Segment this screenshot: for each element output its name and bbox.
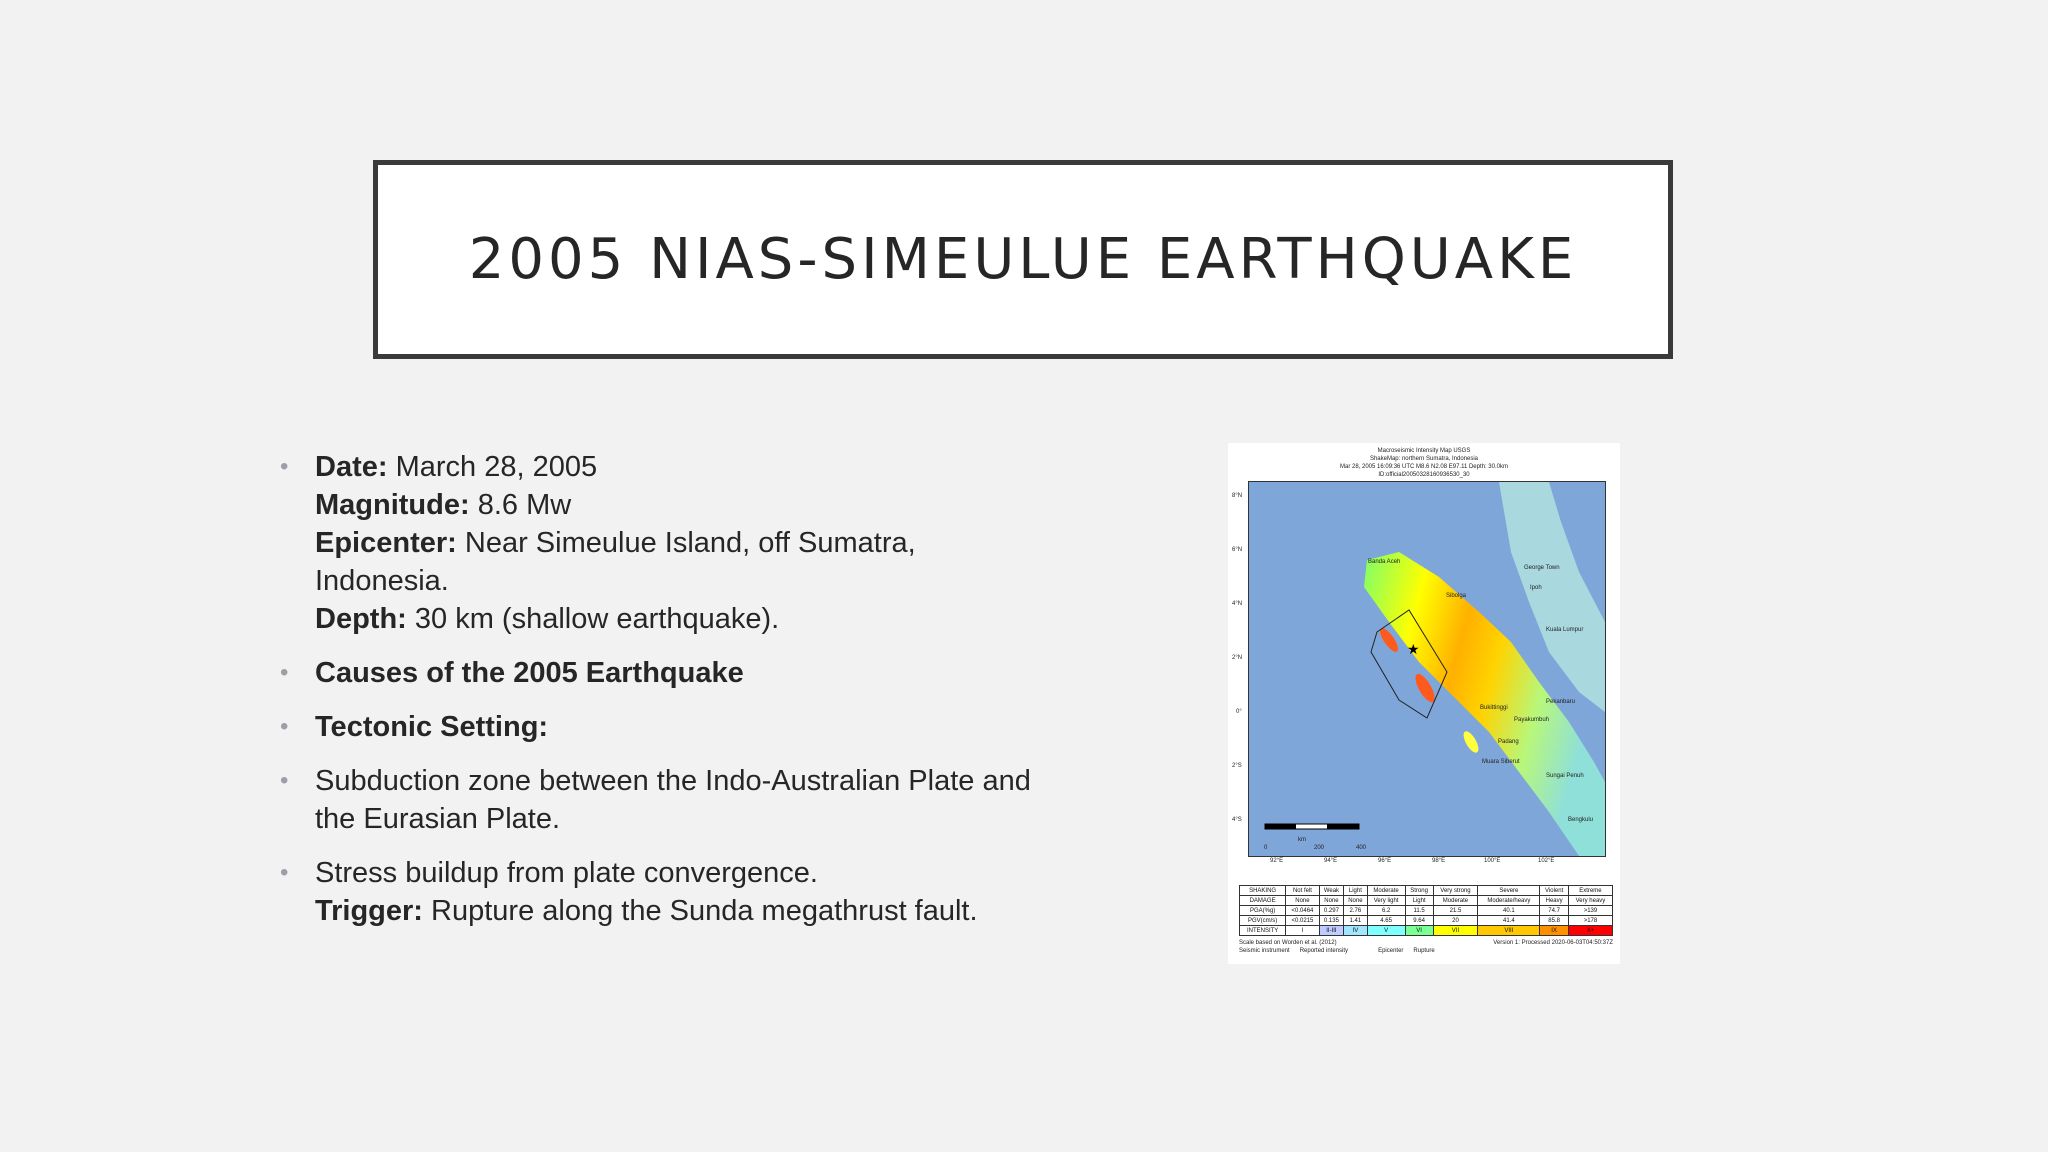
table-cell: >139 <box>1568 906 1612 916</box>
shaking-row <box>1240 886 1613 896</box>
intensity-cell: I <box>1286 926 1319 936</box>
slide-title: 2005 NIAS-SIMEULUE EARTHQUAKE <box>468 227 1578 292</box>
lon-label: 98°E <box>1432 858 1446 864</box>
table-cell: 9.64 <box>1405 916 1433 926</box>
table-cell: DAMAGE <box>1240 896 1286 906</box>
table-cell: Moderate <box>1367 886 1405 896</box>
intensity-cell: INTENSITY <box>1240 926 1286 936</box>
date-value: March 28, 2005 <box>387 451 598 483</box>
place-label: Banda Aceh <box>1368 559 1401 565</box>
bullet-stress <box>278 854 1038 930</box>
lon-label: 102°E <box>1538 858 1555 864</box>
map-header-line2: ShakeMap: northern Sumatra, Indonesia <box>1369 456 1479 462</box>
epicenter-value: Near Simeulue Island, off Sumatra, Indonesia. <box>315 527 916 597</box>
legend-seismic-instrument: Seismic instrument <box>1239 948 1290 954</box>
table-cell: Light <box>1405 896 1433 906</box>
lat-label: 4°S <box>1232 817 1242 823</box>
table-cell: Not felt <box>1286 886 1319 896</box>
subduction-text: Subduction zone between the Indo-Australian Plate and the Eurasian Plate. <box>315 765 1031 835</box>
lat-label: 0° <box>1236 709 1242 715</box>
table-cell: 1.41 <box>1344 916 1367 926</box>
table-cell: Heavy <box>1540 896 1569 906</box>
table-cell: 2.76 <box>1344 906 1367 916</box>
version-note: Version 1: Processed 2020-06-03T04:50:37Z <box>1493 940 1613 946</box>
scale-label: 0 <box>1264 845 1268 851</box>
stress-text: Stress buildup from plate convergence. <box>315 857 818 889</box>
bullet-dot-icon: • <box>280 453 289 480</box>
table-cell: Extreme <box>1568 886 1612 896</box>
pgv-row <box>1240 916 1613 926</box>
intensity-scale-table <box>1239 885 1613 936</box>
place-label: Ipoh <box>1530 585 1542 591</box>
intensity-map-image <box>1228 443 1620 964</box>
lat-label: 4°N <box>1232 601 1243 607</box>
date-label: Date: <box>315 451 388 483</box>
scale-basis-note: Scale based on Worden et al. (2012) <box>1239 940 1337 946</box>
lat-label: 2°N <box>1232 655 1243 661</box>
lat-label: 2°S <box>1232 763 1242 769</box>
scale-unit: km <box>1298 837 1306 843</box>
scale-label: 400 <box>1356 845 1367 851</box>
scale-bar-segment <box>1265 824 1296 829</box>
place-label: Bukittinggi <box>1480 705 1508 711</box>
trigger-label: Trigger: <box>315 895 423 927</box>
trigger-value: Rupture along the Sunda megathrust fault. <box>422 895 978 927</box>
place-label: Sibolga <box>1446 593 1467 599</box>
table-cell: Moderate <box>1433 896 1478 906</box>
tectonic-heading: Tectonic Setting: <box>315 711 549 743</box>
epicenter-label: Epicenter: <box>315 527 457 559</box>
table-cell: None <box>1286 896 1319 906</box>
bullet-tectonic <box>278 708 1038 746</box>
map-area <box>1248 481 1606 857</box>
intensity-row <box>1240 926 1613 936</box>
place-label: Muara Siberut <box>1482 759 1520 765</box>
table-cell: PGA(%g) <box>1240 906 1286 916</box>
intensity-cell: IV <box>1344 926 1367 936</box>
table-cell: 74.7 <box>1540 906 1569 916</box>
table-cell: Strong <box>1405 886 1433 896</box>
lat-label: 8°N <box>1232 493 1243 499</box>
table-cell: 11.5 <box>1405 906 1433 916</box>
map-notes <box>1239 939 1613 955</box>
table-cell: 4.65 <box>1367 916 1405 926</box>
lon-label: 94°E <box>1324 858 1338 864</box>
damage-row <box>1240 896 1613 906</box>
bullet-facts <box>278 448 1038 638</box>
scale-label: 200 <box>1314 845 1325 851</box>
intensity-cell: II-III <box>1319 926 1344 936</box>
place-label: Bengkulu <box>1568 817 1594 823</box>
map-header-line3: Mar 28, 2005 16:09:36 UTC M8.6 N2.08 E97.11 Depth: 30.0km <box>1340 464 1508 470</box>
place-label: Payakumbuh <box>1514 717 1550 723</box>
map-svg <box>1249 482 1605 856</box>
table-cell: Light <box>1344 886 1367 896</box>
magnitude-value: 8.6 Mw <box>469 489 572 521</box>
table-cell: 21.5 <box>1433 906 1478 916</box>
place-label: Padang <box>1498 739 1519 745</box>
bullet-list <box>278 448 1038 946</box>
depth-value: 30 km (shallow earthquake). <box>406 603 780 635</box>
epicenter-star-icon: ★ <box>1407 641 1420 657</box>
table-cell: SHAKING <box>1240 886 1286 896</box>
map-header <box>1228 447 1620 479</box>
table-cell: 0.135 <box>1319 916 1344 926</box>
magnitude-label: Magnitude: <box>315 489 470 521</box>
bullet-dot-icon: • <box>280 713 289 740</box>
intensity-cell: IX <box>1540 926 1569 936</box>
place-label: Sungai Penuh <box>1546 773 1584 779</box>
depth-label: Depth: <box>315 603 407 635</box>
table-cell: Very strong <box>1433 886 1478 896</box>
place-label: Kuala Lumpur <box>1546 627 1584 633</box>
table-cell: 0.297 <box>1319 906 1344 916</box>
lat-label: 6°N <box>1232 547 1243 553</box>
legend-epicenter: Epicenter <box>1378 948 1404 954</box>
bullet-dot-icon: • <box>280 767 289 794</box>
map-header-line1: Macroseismic Intensity Map USGS <box>1377 448 1471 454</box>
table-cell: Weak <box>1319 886 1344 896</box>
table-cell: <0.0215 <box>1286 916 1319 926</box>
intensity-cell: V <box>1367 926 1405 936</box>
lon-label: 96°E <box>1378 858 1392 864</box>
table-cell: 85.8 <box>1540 916 1569 926</box>
place-label: George Town <box>1524 565 1560 571</box>
table-cell: 20 <box>1433 916 1478 926</box>
intensity-cell: VIII <box>1478 926 1540 936</box>
table-cell: Violent <box>1540 886 1569 896</box>
table-cell: None <box>1319 896 1344 906</box>
intensity-cell: X+ <box>1568 926 1612 936</box>
lon-label: 100°E <box>1484 858 1501 864</box>
table-cell: PGV(cm/s) <box>1240 916 1286 926</box>
legend-reported-intensity: Reported intensity <box>1299 948 1349 954</box>
table-cell: Severe <box>1478 886 1540 896</box>
map-header-line4: ID:official20050328160936530_30 <box>1378 472 1470 478</box>
table-cell: None <box>1344 896 1367 906</box>
table-cell: 41.4 <box>1478 916 1540 926</box>
pga-row <box>1240 906 1613 916</box>
scale-bar-segment <box>1327 824 1359 829</box>
bullet-dot-icon: • <box>280 859 289 886</box>
intensity-cell: VI <box>1405 926 1433 936</box>
lon-label: 92°E <box>1270 858 1284 864</box>
bullet-subduction <box>278 762 1038 838</box>
table-cell: Moderate/heavy <box>1478 896 1540 906</box>
intensity-cell: VII <box>1433 926 1478 936</box>
title-box <box>373 160 1673 359</box>
table-cell: >178 <box>1568 916 1612 926</box>
bullet-causes <box>278 654 1038 692</box>
place-label: Pekanbaru <box>1546 699 1576 705</box>
table-cell: 40.1 <box>1478 906 1540 916</box>
causes-heading: Causes of the 2005 Earthquake <box>315 657 744 689</box>
table-cell: Very heavy <box>1568 896 1612 906</box>
table-cell: <0.0464 <box>1286 906 1319 916</box>
table-cell: Very light <box>1367 896 1405 906</box>
bullet-dot-icon: • <box>280 659 289 686</box>
table-cell: 6.2 <box>1367 906 1405 916</box>
legend-rupture: Rupture <box>1413 948 1435 954</box>
